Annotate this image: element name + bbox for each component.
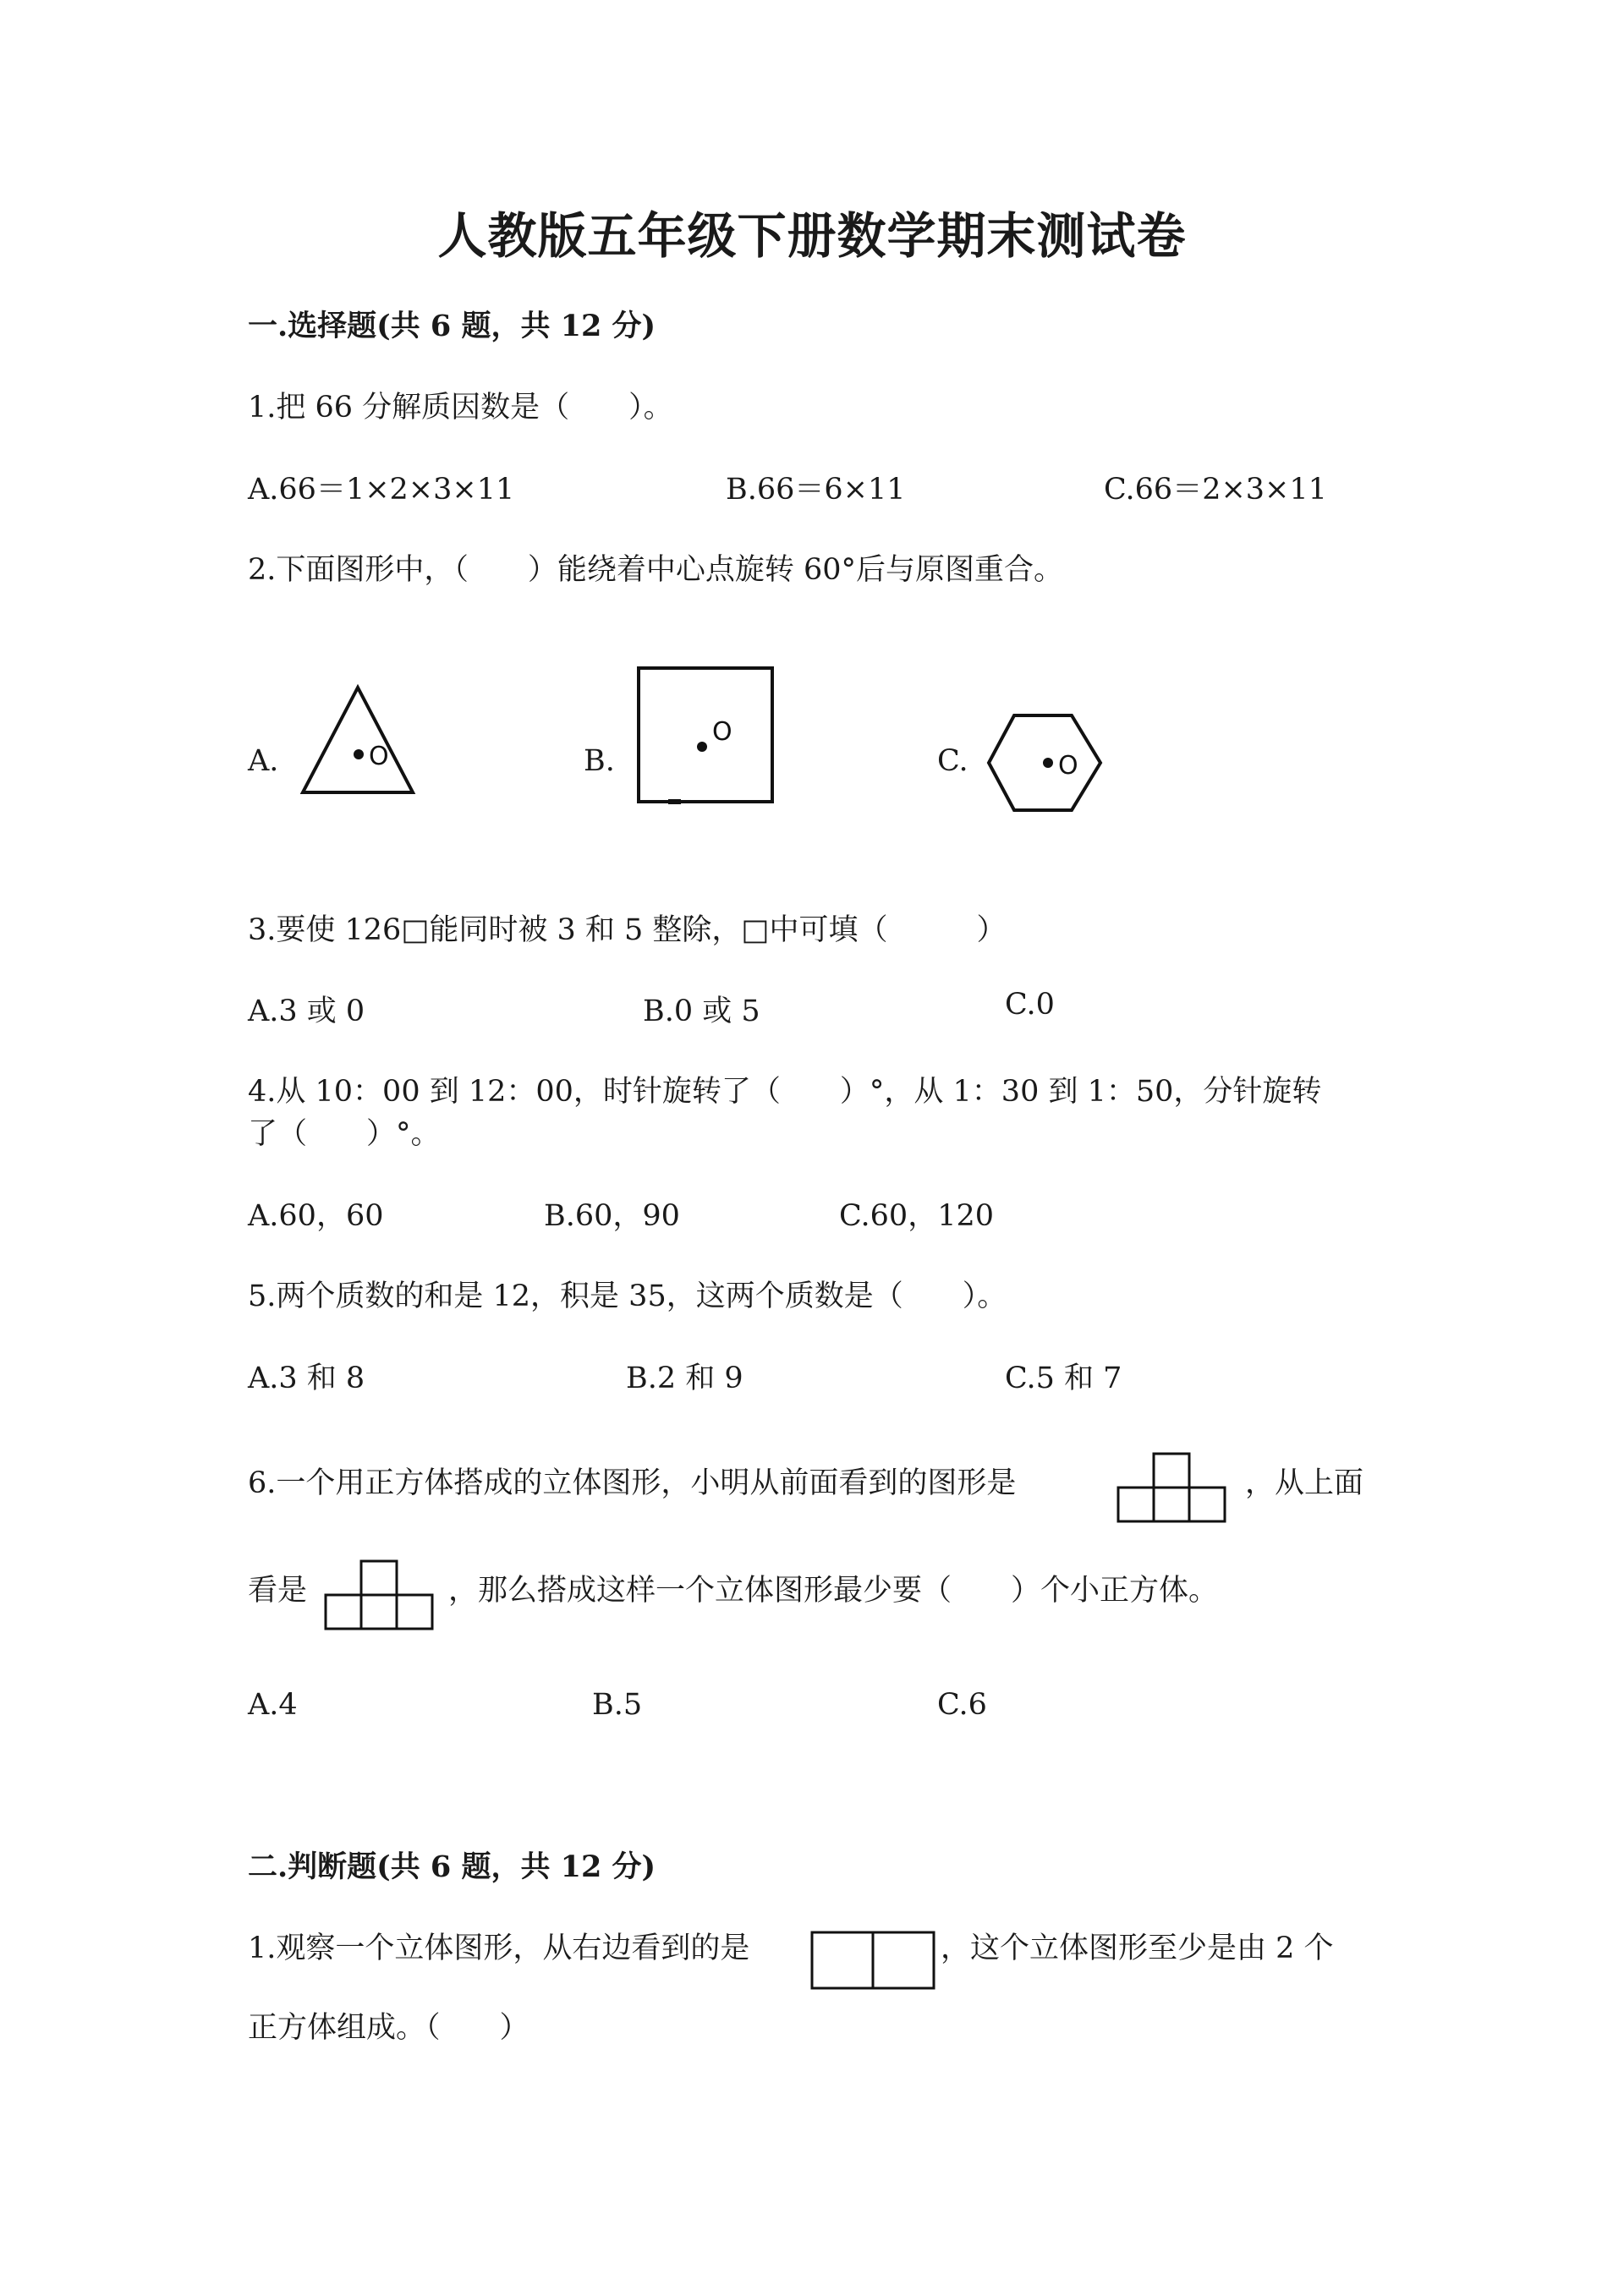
judgment-1-stem-line2: 正方体组成。（ ） <box>248 2011 529 2045</box>
center-point-dot <box>697 742 707 752</box>
question-1-option-b: B.66＝6×11 <box>726 473 906 507</box>
center-point-dot <box>354 749 364 759</box>
question-4-option-b: B.60，90 <box>544 1199 680 1233</box>
square-icon <box>634 664 778 808</box>
page-title: 人教版五年级下册数学期末测试卷 <box>437 207 1187 265</box>
judgment-1-stem-part1: 1.观察一个立体图形，从右边看到的是 <box>248 1932 750 1965</box>
question-3-option-a: A.3 或 0 <box>248 995 365 1028</box>
question-3-stem: 3.要使 126□能同时被 3 和 5 整除，□中可填（ ） <box>248 913 1007 947</box>
question-6-option-a: A.4 <box>248 1688 298 1722</box>
question-1-option-c: C.66＝2×3×11 <box>1104 473 1327 507</box>
center-label: O <box>369 742 389 771</box>
question-1-option-a: A.66＝1×2×3×11 <box>248 473 515 507</box>
section-heading-judgment: 二.判断题(共 6 题，共 12 分) <box>248 1849 656 1884</box>
section-heading-choice: 一.选择题(共 6 题，共 12 分) <box>248 309 656 343</box>
judgment-1-stem-part2: ，这个立体图形至少是由 2 个 <box>941 1932 1334 1965</box>
question-4-stem-line2: 了（ ）°。 <box>248 1117 441 1151</box>
question-6-stem-part1: 6.一个用正方体搭成的立体图形，小明从前面看到的图形是 <box>248 1466 1017 1500</box>
question-2-option-a: A. <box>248 744 279 778</box>
question-2-option-b: B. <box>584 744 615 778</box>
question-6-stem-part4: ，那么搭成这样一个立体图形最少要（ ）个小正方体。 <box>448 1574 1219 1608</box>
question-2-stem: 2.下面图形中，（ ）能绕着中心点旋转 60°后与原图重合。 <box>248 553 1064 587</box>
question-5-option-c: C.5 和 7 <box>1005 1362 1122 1395</box>
question-6-option-c: C.6 <box>937 1688 987 1722</box>
question-1-stem: 1.把 66 分解质因数是（ ）。 <box>248 391 673 425</box>
front-view-icon <box>1116 1450 1235 1526</box>
question-5-option-b: B.2 和 9 <box>626 1362 743 1395</box>
center-point-dot <box>1043 758 1053 768</box>
question-2-option-c: C. <box>937 744 968 778</box>
top-view-icon <box>324 1558 442 1634</box>
center-label: O <box>712 717 732 747</box>
question-3-option-b: B.0 或 5 <box>643 995 760 1028</box>
hexagon-icon <box>985 710 1104 816</box>
center-label: O <box>1058 751 1078 781</box>
right-view-icon <box>810 1931 937 1992</box>
question-5-stem: 5.两个质数的和是 12，积是 35，这两个质数是（ ）。 <box>248 1280 1007 1313</box>
question-6-stem-part3: 看是 <box>248 1574 308 1608</box>
triangle-icon <box>296 681 423 799</box>
question-4-option-a: A.60，60 <box>248 1199 384 1233</box>
question-4-option-c: C.60，120 <box>839 1199 994 1233</box>
question-6-stem-part2: ，从上面 <box>1245 1466 1364 1500</box>
question-5-option-a: A.3 和 8 <box>248 1362 365 1395</box>
question-6-option-b: B.5 <box>592 1688 643 1722</box>
question-3-option-c: C.0 <box>1005 988 1055 1022</box>
question-4-stem-line1: 4.从 10：00 到 12：00，时针旋转了（ ）°，从 1：30 到 1：50，分针旋转 <box>248 1075 1322 1109</box>
